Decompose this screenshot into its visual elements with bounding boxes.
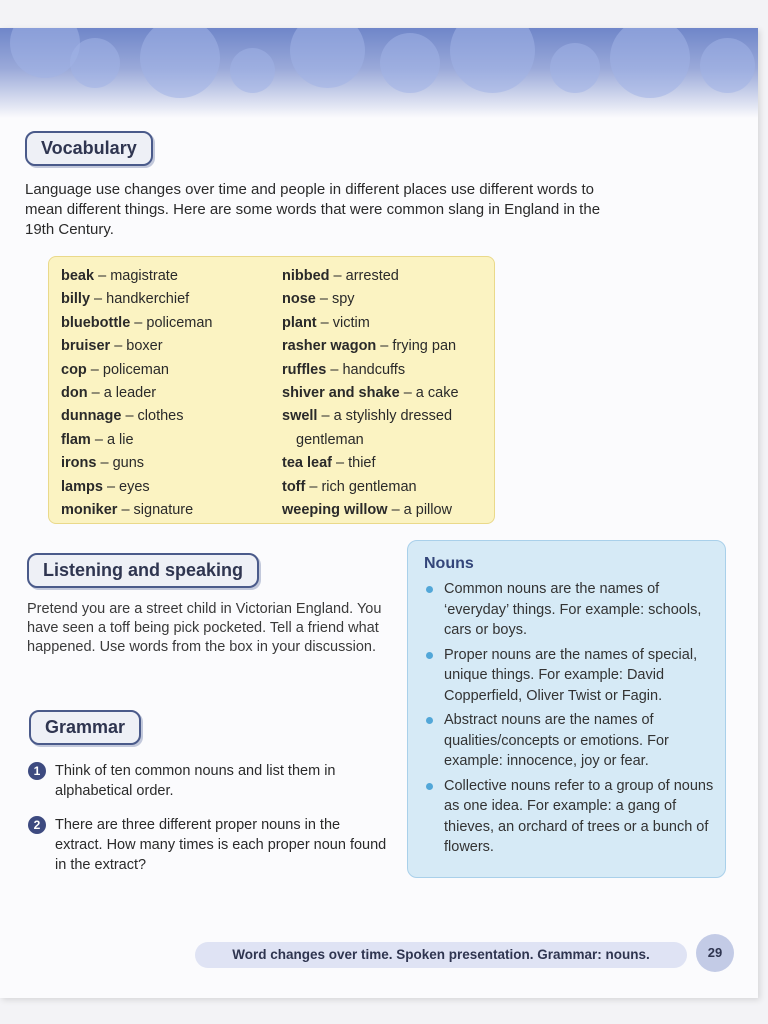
vocab-right-column xyxy=(282,265,459,522)
vocab-word: bluebottle xyxy=(61,314,131,331)
question-text: Think of ten common nouns and list them in alphabetical order. xyxy=(55,763,336,799)
vocab-word: plant xyxy=(282,314,317,331)
vocab-meaning: handcuffs xyxy=(342,361,406,378)
vocab-meaning: signature xyxy=(133,501,194,518)
vocab-entry: nibbed – arrested xyxy=(282,268,399,284)
nouns-item-text: Abstract nouns are the names of qualities/concepts or emotions. For example: innocence, joy or fear. xyxy=(444,712,669,769)
vocab-word: lamps xyxy=(61,478,103,495)
vocab-word: rasher wagon xyxy=(282,338,377,355)
nouns-item xyxy=(422,645,718,707)
vocab-meaning: guns xyxy=(112,455,145,472)
question-text: There are three different proper nouns in the extract. How many times is each proper noun found in the extract? xyxy=(55,817,387,873)
vocabulary-intro: Language use changes over time and people in different places use different words to mean different things. Here are some words that were common slang in England in the 19th Century. xyxy=(25,181,601,238)
vocab-entry: cop – policeman xyxy=(61,361,169,378)
vocab-entry: shiver and shake – a cake xyxy=(282,384,459,401)
vocab-entry: rasher wagon – frying pan xyxy=(282,338,457,355)
vocab-entry: dunnage – clothes xyxy=(61,408,184,425)
vocab-word: tea leaf xyxy=(282,455,332,472)
vocab-entry: don – a leader xyxy=(61,384,157,401)
vocab-word: dunnage xyxy=(61,408,122,425)
question-number-badge: 1 xyxy=(28,762,46,780)
bullet-icon xyxy=(426,652,433,659)
listening-speaking-text: Pretend you are a street child in Victorian England. You have seen a toff being pick pocketed. Tell a friend what happened. Use words from the box in your discussion. xyxy=(27,601,382,655)
vocab-word: bruiser xyxy=(61,338,111,355)
vocab-meaning: arrested xyxy=(345,268,399,284)
nouns-info-box xyxy=(407,540,726,878)
vocab-meaning: eyes xyxy=(119,478,150,495)
vocab-entry: toff – rich gentleman xyxy=(282,478,417,495)
footer-summary: Word changes over time. Spoken presentation. Grammar: nouns. xyxy=(195,942,687,968)
vocab-entry: nose – spy xyxy=(282,291,355,308)
vocab-meaning-continuation: gentleman xyxy=(296,431,364,448)
listening-speaking-heading: Listening and speaking xyxy=(27,553,259,588)
vocab-word: toff xyxy=(282,478,306,495)
vocab-meaning: thief xyxy=(348,455,376,472)
vocab-meaning: frying pan xyxy=(392,338,457,355)
vocab-entry: bruiser – boxer xyxy=(61,338,163,355)
vocab-word: billy xyxy=(61,291,91,308)
vocab-word: flam xyxy=(61,431,91,448)
vocab-meaning: a stylishly dressed xyxy=(333,408,453,425)
vocab-word: don xyxy=(61,384,88,401)
vocab-meaning: a leader xyxy=(103,384,157,401)
nouns-title: Nouns xyxy=(424,555,474,572)
vocab-entry: swell – a stylishly dressed xyxy=(282,408,453,425)
vocab-word: cop xyxy=(61,361,87,378)
grammar-heading: Grammar xyxy=(29,710,141,745)
textbook-page xyxy=(0,28,758,998)
vocabulary-box xyxy=(48,256,495,524)
vocab-entry: moniker – signature xyxy=(61,501,194,518)
bullet-icon xyxy=(426,586,433,593)
vocab-meaning: a lie xyxy=(106,431,134,448)
nouns-list xyxy=(422,579,718,862)
vocab-entry: ruffles – handcuffs xyxy=(282,361,406,378)
vocab-meaning: victim xyxy=(332,314,370,331)
vocab-meaning: clothes xyxy=(137,408,184,425)
vocab-meaning: spy xyxy=(331,291,355,308)
vocab-entry: tea leaf – thief xyxy=(282,455,376,472)
vocab-entry: irons – guns xyxy=(61,455,145,472)
vocab-meaning: magistrate xyxy=(110,268,178,284)
vocab-entry: plant – victim xyxy=(282,314,370,331)
vocab-entry: bluebottle – policeman xyxy=(61,314,213,331)
vocab-entry: billy – handkerchief xyxy=(61,291,190,308)
nouns-item-text: Proper nouns are the names of special, unique things. For example: David Copperfield, Oliver Twist or Fagin. xyxy=(444,646,698,704)
vocab-entry: beak – magistrate xyxy=(61,268,178,284)
page-number: 29 xyxy=(696,934,734,972)
vocab-word: shiver and shake xyxy=(282,384,400,401)
vocab-meaning: a cake xyxy=(415,384,459,401)
bullet-icon xyxy=(426,717,433,724)
grammar-question-2 xyxy=(28,815,388,875)
vocab-word: nibbed xyxy=(282,268,330,284)
vocab-meaning: a pillow xyxy=(403,501,453,518)
question-number-badge: 2 xyxy=(28,816,46,834)
vocab-entry: flam – a lie xyxy=(61,431,134,448)
bullet-icon xyxy=(426,783,433,790)
vocab-word: ruffles xyxy=(282,361,327,378)
nouns-item xyxy=(422,776,718,858)
nouns-item-text: Common nouns are the names of ‘everyday’ things. For example: schools, cars or boys. xyxy=(444,581,702,638)
vocab-meaning: boxer xyxy=(126,338,163,355)
vocab-word: irons xyxy=(61,455,97,472)
vocab-word: nose xyxy=(282,291,316,308)
vocab-left-column xyxy=(61,265,213,522)
vocab-meaning: policeman xyxy=(102,361,169,378)
vocab-meaning: rich gentleman xyxy=(321,478,417,495)
vocab-meaning: policeman xyxy=(146,314,213,331)
vocab-word: weeping willow xyxy=(282,501,388,518)
decorative-banner xyxy=(0,28,758,118)
vocab-word: beak xyxy=(61,268,95,284)
nouns-item xyxy=(422,579,718,641)
vocab-meaning: handkerchief xyxy=(106,291,190,308)
nouns-item-text: Collective nouns refer to a group of nouns as one idea. For example: a gang of thieves, an orchard of trees or a bunch of flowers. xyxy=(444,777,714,855)
vocab-word: swell xyxy=(282,408,318,425)
vocab-entry: lamps – eyes xyxy=(61,478,150,495)
vocab-entry-continuation xyxy=(282,429,459,452)
vocabulary-heading: Vocabulary xyxy=(25,131,153,166)
vocab-word: moniker xyxy=(61,501,118,518)
vocab-entry: weeping willow – a pillow xyxy=(282,501,453,518)
nouns-item xyxy=(422,710,718,772)
grammar-question-1 xyxy=(28,761,388,801)
